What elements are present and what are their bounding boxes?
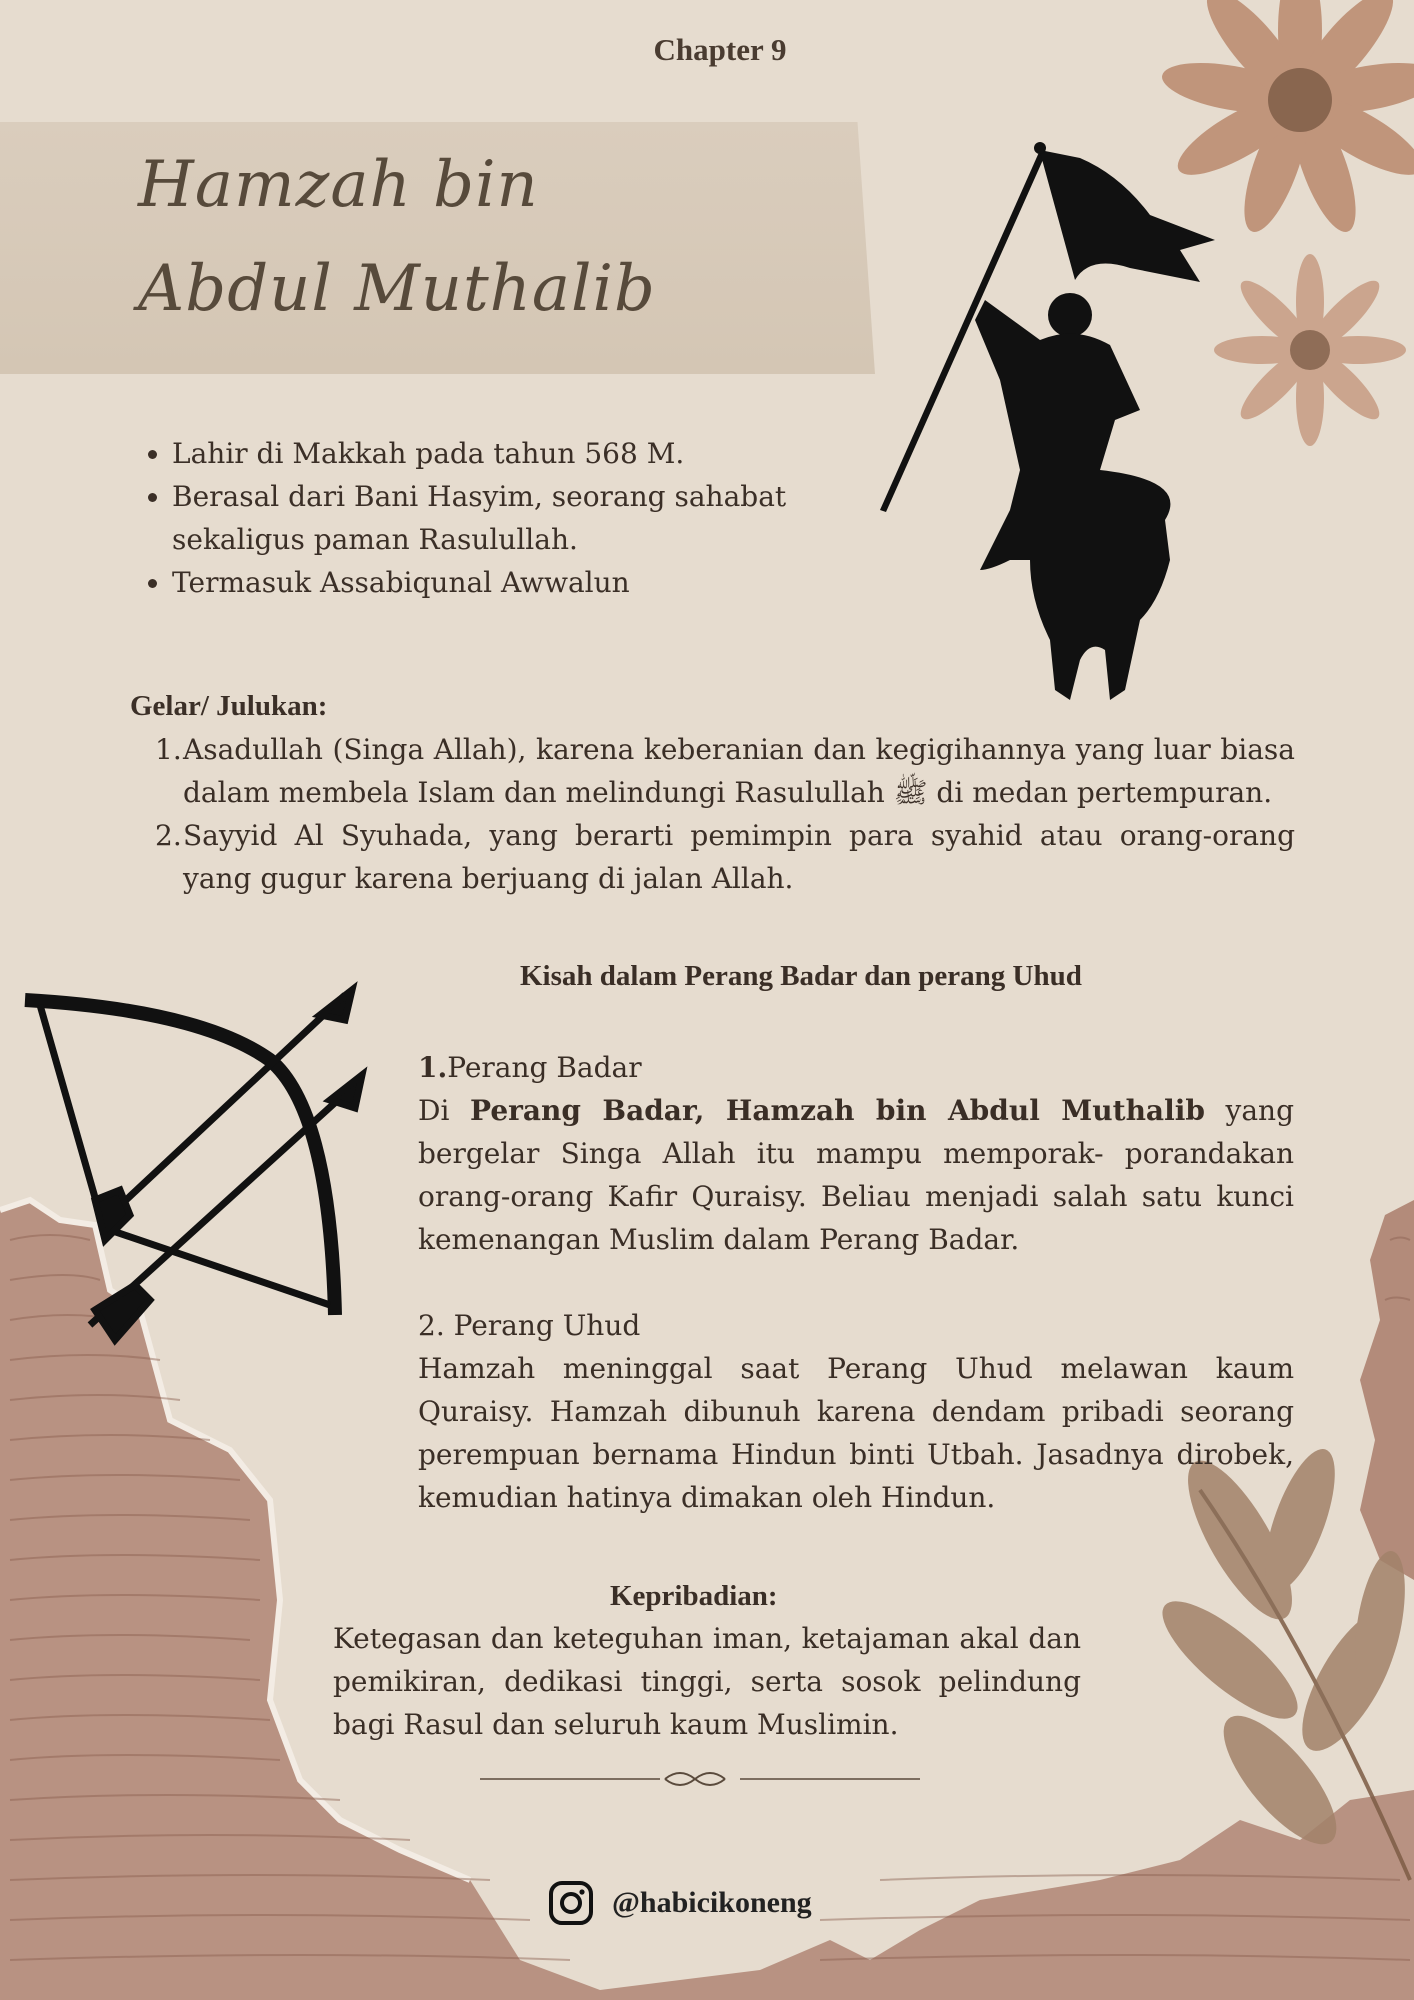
- rider-flag-silhouette: [880, 142, 1215, 700]
- badar-paragraph: [418, 1089, 1294, 1261]
- kepribadian-heading: Kepribadian:: [610, 1580, 778, 1612]
- story-section: [418, 1046, 1294, 1519]
- uhud-paragraph: Hamzah meninggal saat Perang Uhud melawan kaum Quraisy. Hamzah dibunuh karena dendam pribadi seorang perempuan bernama Hindun binti Utbah. Jasadnya dirobek, kemudian hatinya dimakan oleh Hindun.: [418, 1352, 1294, 1514]
- chapter-label: Chapter 9: [653, 32, 787, 67]
- fact-item: • Lahir di Makkah pada tahun 568 M.: [172, 432, 812, 475]
- instagram-icon: [548, 1880, 594, 1926]
- uhud-title: 2. Perang Uhud: [418, 1309, 641, 1342]
- title-line-2: Abdul Muthalib: [138, 252, 656, 326]
- kepribadian-text: Ketegasan dan keteguhan iman, ketajaman akal dan pemikiran, dedikasi tinggi, serta sosok pelindung bagi Rasul dan seluruh kaum Muslimin.: [333, 1622, 1081, 1741]
- gelar-text: Asadullah (Singa Allah), karena keberanian dan kegigihannya yang luar biasa dalam membela Islam dan melindungi Rasulullah ﷺ di medan pertempuran.: [183, 733, 1295, 809]
- fact-item: • Berasal dari Bani Hasyim, seorang sahabat sekaligus paman Rasulullah.: [172, 475, 812, 561]
- facts-list: [132, 432, 812, 604]
- instagram-footer[interactable]: [548, 1880, 812, 1926]
- gelar-number: 1.: [155, 733, 182, 766]
- badar-prefix: Di: [418, 1094, 471, 1127]
- instagram-handle[interactable]: @habicikoneng: [612, 1886, 812, 1919]
- gelar-list: [155, 728, 1295, 900]
- torn-paper-right: [1360, 1200, 1414, 1580]
- gelar-text: Sayyid Al Syuhada, yang berarti pemimpin para syahid atau orang-orang yang gugur karena berjuang di jalan Allah.: [183, 819, 1295, 895]
- gelar-item: [155, 814, 1295, 900]
- badar-title: [418, 1046, 1294, 1089]
- gelar-heading: Gelar/ Julukan:: [130, 690, 328, 722]
- flower-small: [1214, 254, 1406, 446]
- badar-title-text: Perang Badar: [447, 1051, 642, 1084]
- gelar-item: [155, 728, 1295, 814]
- kisah-heading: Kisah dalam Perang Badar dan perang Uhud: [520, 960, 1082, 992]
- gelar-number: 2.: [155, 819, 182, 852]
- fact-item: • Termasuk Assabiqunal Awwalun: [172, 561, 812, 604]
- ornamental-divider: [480, 1766, 920, 1792]
- badar-text: yang bergelar Singa Allah itu mampu memporak- porandakan orang-orang Kafir Quraisy. Beliau menjadi salah satu kunci kemenangan Muslim dalam Perang Badar.: [418, 1094, 1294, 1256]
- title-line-1: Hamzah bin: [138, 148, 539, 222]
- badar-bold: Perang Badar, Hamzah bin Abdul Muthalib: [470, 1094, 1205, 1127]
- badar-number: 1.: [418, 1051, 448, 1084]
